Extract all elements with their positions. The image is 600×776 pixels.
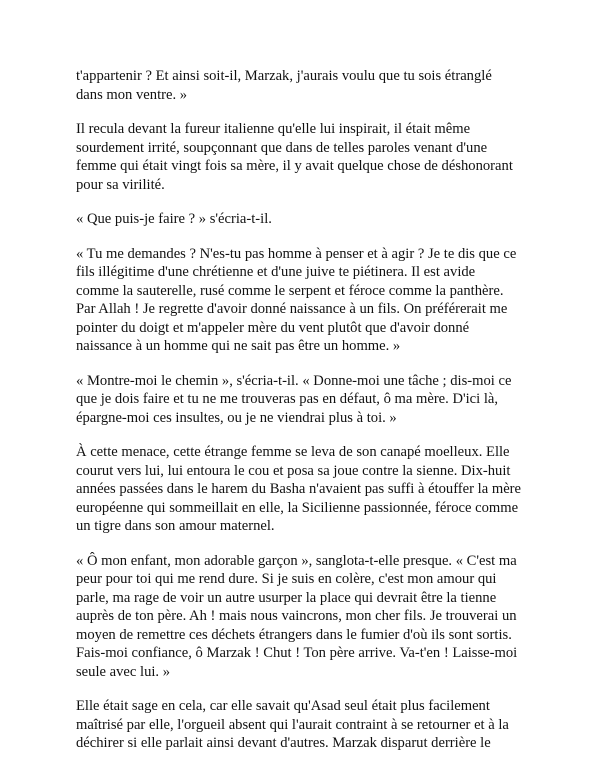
text-line: courut vers lui, lui entoura le cou et posa sa joue contre la sienne. Dix-huit xyxy=(76,462,511,479)
paragraph xyxy=(76,443,536,536)
text-line: pour sa virilité. xyxy=(76,176,165,193)
text-line: années passées dans le harem du Basha n'avaient pas suffi à étouffer la mère xyxy=(76,481,522,497)
document-page xyxy=(76,67,536,769)
text-line: peur pour toi qui me rend dure. Si je suis en colère, c'est mon amour qui xyxy=(76,571,497,587)
text-line: maîtrisé par elle, l'orgueil absent qui l'aurait contraint à se retourner et à la xyxy=(76,716,509,733)
text-line: un tigre dans son amour maternel. xyxy=(76,518,275,534)
text-line: moyen de remettre ces déchets étrangers dans le fumier d'où ils sont sortis. xyxy=(76,626,512,643)
paragraph xyxy=(76,245,536,356)
text-line: « Montre-moi le chemin », s'écria-t-il. « Donne-moi une tâche ; dis-moi ce xyxy=(76,372,512,389)
text-line: européenne qui sommeillait en elle, la Sicilienne passionnée, féroce comme xyxy=(76,499,519,516)
text-line: « Ô mon enfant, mon adorable garçon », sanglota-t-elle presque. « C'est ma xyxy=(76,552,517,569)
paragraph xyxy=(76,552,536,682)
text-line: sourdement irrité, soupçonnant que dans de telles paroles venant d'une xyxy=(76,139,488,156)
text-line: comme la sauterelle, rusé comme le serpent et féroce comme la panthère. xyxy=(76,282,504,299)
text-line: « Que puis-je faire ? » s'écria-t-il. xyxy=(76,211,272,227)
text-line: parle, ma rage de voir un autre usurper la place qui devrait être la tienne xyxy=(76,589,497,606)
text-line: Il recula devant la fureur italienne qu'elle lui inspirait, il était même xyxy=(76,121,471,137)
text-line: t'appartenir ? Et ainsi soit-il, Marzak, j'aurais voulu que tu sois étranglé xyxy=(76,68,492,84)
text-line: épargne-moi ces insultes, ou je ne viendrai plus à toi. » xyxy=(76,409,397,426)
text-line: femme qui était vingt fois sa mère, il y avait quelque chose de déshonorant xyxy=(76,158,513,174)
text-line: déchirer si elle parlait ainsi devant d'autres. Marzak disparut derrière le xyxy=(76,735,491,751)
text-line: auprès de ton père. Ah ! mais nous vaincrons, mon cher fils. Je trouverai un xyxy=(76,608,517,624)
text-line: Fais-moi confiance, ô Marzak ! Chut ! Ton père arrive. Va-t'en ! Laisse-moi xyxy=(76,645,518,661)
text-line: Elle était sage en cela, car elle savait qu'Asad seul était plus facilement xyxy=(76,698,490,714)
paragraph xyxy=(76,120,536,194)
text-line: dans mon ventre. » xyxy=(76,86,188,103)
text-line: seule avec lui. » xyxy=(76,663,171,680)
text-line: À cette menace, cette étrange femme se leva de son canapé moelleux. Elle xyxy=(76,444,510,460)
text-line: Par Allah ! Je regrette d'avoir donné naissance à un fils. On préférerait me xyxy=(76,301,508,317)
text-line: naissance à un homme qui ne sait pas être un homme. » xyxy=(76,338,401,354)
text-line: fils illégitime d'une chrétienne et d'une juive te piétinera. Il est avide xyxy=(76,264,476,280)
paragraph xyxy=(76,697,536,753)
text-line: que je dois faire et tu ne me trouveras pas en défaut, ô ma mère. D'ici là, xyxy=(76,391,499,407)
paragraph xyxy=(76,210,536,229)
text-line: pointer du doigt et m'appeler mère du vent plutôt que d'avoir donné xyxy=(76,319,470,336)
paragraph xyxy=(76,67,536,104)
paragraph xyxy=(76,372,536,428)
text-line: « Tu me demandes ? N'es-tu pas homme à penser et à agir ? Je te dis que ce xyxy=(76,245,517,262)
